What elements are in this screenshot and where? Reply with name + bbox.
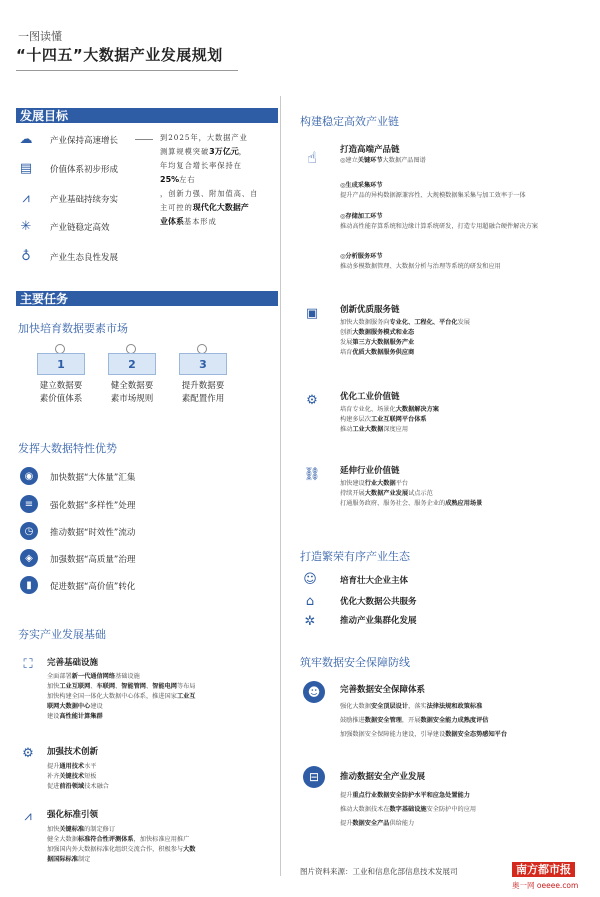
ecosystem-title: 打造繁荣有序产业生态	[300, 550, 410, 563]
goal-label: 价值体系初步形成	[50, 165, 119, 175]
high-line: ◎建立关键环节大数据产品图谱	[340, 157, 426, 164]
eco-item: 优化大数据公共服务	[340, 597, 417, 607]
advantage-title: 发挥大数据特性优势	[18, 442, 117, 455]
sec-industry-text: 提升重点行业数据安全防护水平和应急处置能力 推动大数据技术在数字基础设施安全防护中的应用 提升数据安全产品供给能力	[340, 792, 477, 827]
header-rule	[16, 70, 238, 71]
standard-title: 强化标准引领	[47, 810, 99, 820]
goal-label: 产业保持高速增长	[50, 136, 119, 146]
security-title: 筑牢数据安全保障防线	[300, 656, 410, 669]
hand-data-icon: ☝	[307, 147, 317, 167]
column-divider	[280, 96, 281, 876]
infra-text: 全面部署新一代通信网络基础设施 加快工业互联网、车联网、智能管网、智能电网等布局 加快构建全国一体化大数据中心体系，推进国家工业互 联网大数据中心建设 建设高性能计算集群	[47, 673, 196, 720]
inbox-shield-icon: ⊟	[303, 766, 325, 788]
sec-system-text: 强化大数据安全顶层设计，落实法律法规和政策标准 鼓励推进数据安全管理，开展数据安全能力成熟度评估 加强数据安全保障能力建设，引导建设数据安全态势感知平台	[340, 703, 508, 738]
people-icon: ☺	[303, 571, 317, 587]
industrial-title: 优化工业价值链	[340, 392, 400, 402]
foundation-title: 夯实产业发展基础	[18, 628, 106, 641]
page-title: “十四五”大数据产业发展规划	[16, 46, 223, 64]
clipboard-icon: ▣	[305, 305, 319, 321]
chain-title: 构建稳定高效产业链	[300, 115, 399, 128]
chart-icon: ▮	[20, 576, 38, 594]
tasks-bar: 主要任务	[16, 291, 278, 306]
gear-icon: ✲	[304, 613, 316, 629]
standard-icon: ⩘	[24, 808, 32, 824]
goals-quote: 到2025年，大数据产业 测算规模突破3万亿元， 年均复合增长率保持在 25%左右 ，创新力强、附加值高、自 主可控的现代化大数据产 业体系基本形成	[160, 133, 259, 226]
shield-icon: ◈	[20, 549, 38, 567]
eco-item: 培育壮大企业主体	[340, 576, 409, 586]
quote-dash	[135, 139, 153, 140]
infra-title: 完善基础设施	[47, 658, 99, 668]
goal-label: 产业链稳定高效	[50, 223, 110, 233]
tech-title: 加强技术创新	[47, 747, 99, 757]
gear-check-icon: ⚙	[306, 392, 318, 408]
goal-label: 产业基础持续夯实	[50, 195, 119, 205]
standard-text: 加快关键标准的制定修订 健全大数据标准符合性评测体系，加快标准应用推广 加强国内外大数据标准化组织交流合作，积极参与大数 据国际标准制定	[47, 826, 196, 863]
website-logo: 奥一网 oeeee.com	[512, 881, 579, 890]
database-icon: ▤	[19, 160, 33, 176]
market-title: 加快培育数据要素市场	[18, 322, 128, 335]
globe-icon: ◉	[20, 467, 38, 485]
sector-text: 加快建设行业大数据平台 持续开展大数据产业发展试点示范 打通服务政府、服务社会、服务企业的成熟应用场景	[340, 480, 483, 507]
service-text: 加快大数据服务向专业化、工程化、平台化发展 创新大数据服务模式和业态 发展第三方大数据服务产业 培育优质大数据服务供应商	[340, 319, 470, 356]
layers-icon: ≡	[20, 495, 38, 513]
market-box-3: 3	[179, 353, 227, 375]
building-icon: ⌂	[305, 593, 315, 609]
service-title: 创新优质服务链	[340, 305, 400, 315]
goals-bar: 发展目标	[16, 108, 278, 123]
cloud-icon: ☁	[19, 131, 33, 147]
link-icon: ⛓	[303, 466, 321, 482]
infrastructure-icon: ⛶	[23, 656, 33, 672]
clock-icon: ◷	[20, 522, 38, 540]
tech-text: 提升通用技术水平 补齐关键技术短板 促进前沿领域技术融合	[47, 763, 109, 790]
market-caption-3: 提升数据要 素配置作用	[181, 381, 225, 404]
trend-icon: ⩘	[22, 190, 30, 206]
market-caption-1: 建立数据要 素价值体系	[39, 381, 83, 404]
innovation-icon: ⚙	[22, 745, 34, 761]
lightbulb-icon: ♁	[21, 248, 31, 264]
market-box-1: 1	[37, 353, 85, 375]
sec-industry-title: 推动数据安全产业发展	[340, 772, 426, 782]
sector-title: 延伸行业价值链	[340, 466, 400, 476]
network-icon: ✳	[20, 218, 32, 234]
users-shield-icon: ☻	[303, 681, 325, 703]
market-caption-2: 健全数据要 素市场规则	[110, 381, 154, 404]
header-subtitle: 一图读懂	[18, 30, 62, 43]
source-note: 图片资料来源：工业和信息化部信息技术发展司	[300, 867, 458, 876]
high-sub: ◎分析服务环节 推动多模数据管理、大数据分析与治理等系统的研发和应用	[340, 253, 501, 270]
high-sub: ◎存储加工环节 推动高性能存算系统和边缘计算系统研发，打造专用超融合硬件解决方案	[340, 213, 538, 230]
high-title: 打造高端产品链	[340, 145, 400, 155]
high-sub: ◎生成采集环节 提升产品的异构数据源兼容性、大规模数据集采集与加工效率于一体	[340, 182, 526, 199]
sec-system-title: 完善数据安全保障体系	[340, 685, 426, 695]
eco-item: 推动产业集群化发展	[340, 616, 417, 626]
industrial-text: 培育专业化、场景化大数据解决方案 构建多层次工业互联网平台体系 推动工业大数据深度应用	[340, 406, 439, 433]
market-box-2: 2	[108, 353, 156, 375]
newspaper-logo: 南方都市报	[512, 862, 575, 877]
goal-label: 产业生态良性发展	[50, 253, 119, 263]
